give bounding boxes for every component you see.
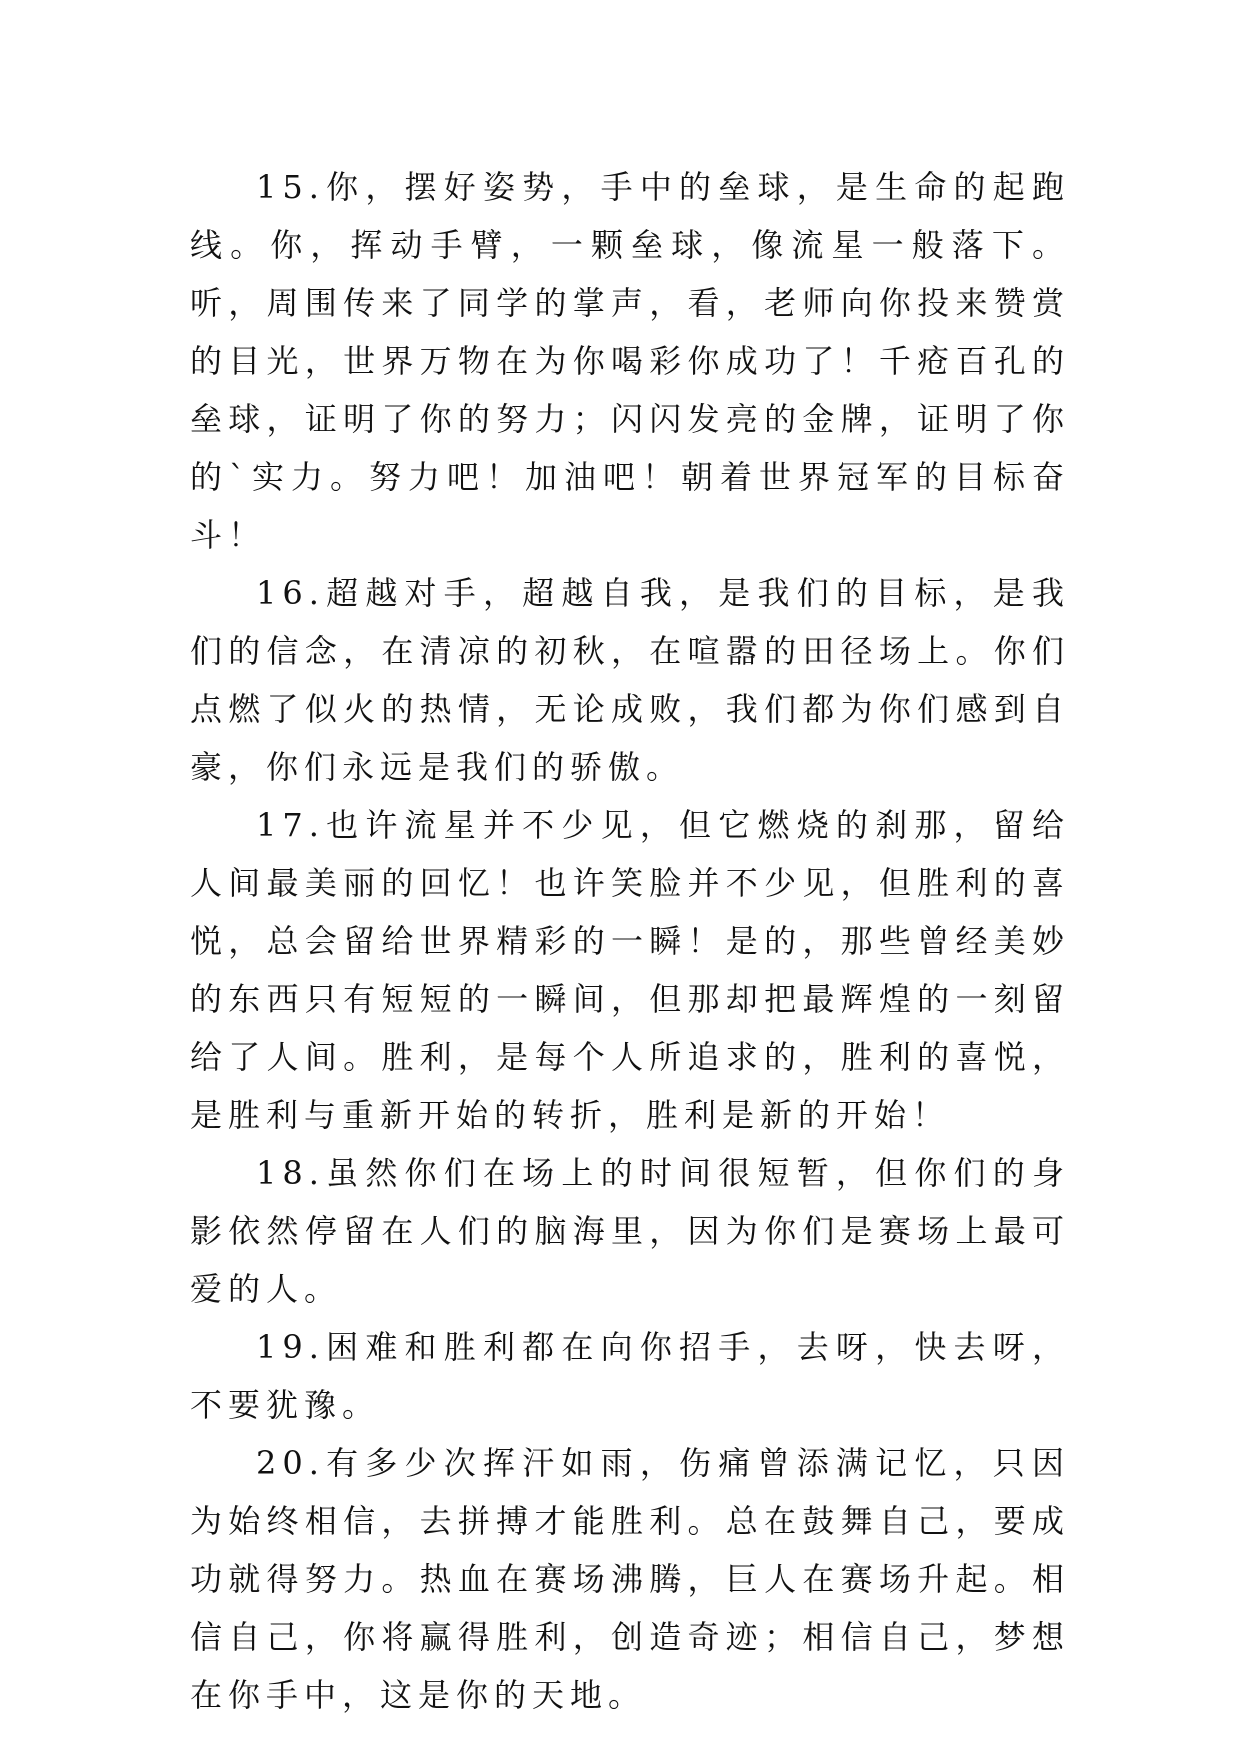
document-body: [190, 158, 1070, 1724]
paragraph-15: 15.你，摆好姿势，手中的垒球，是生命的起跑线。你，挥动手臂，一颗垒球，像流星一般落下。听，周围传来了同学的掌声，看，老师向你投来赞赏的目光，世界万物在为你喝彩你成功了！千疮百孔的垒球，证明了你的努力；闪闪发亮的金牌，证明了你的`实力。努力吧！加油吧！朝着世界冠军的目标奋斗！: [190, 168, 1070, 554]
paragraph-20: 20.有多少次挥汗如雨，伤痛曾添满记忆，只因为始终相信，去拼搏才能胜利。总在鼓舞自己，要成功就得努力。热血在赛场沸腾，巨人在赛场升起。相信自己，你将赢得胜利，创造奇迹；相信自己，梦想在你手中，这是你的天地。: [190, 1444, 1070, 1714]
paragraph-19: 19.困难和胜利都在向你招手，去呀，快去呀，不要犹豫。: [190, 1328, 1070, 1424]
paragraph-17: 17.也许流星并不少见，但它燃烧的刹那，留给人间最美丽的回忆！也许笑脸并不少见，但胜利的喜悦，总会留给世界精彩的一瞬！是的，那些曾经美妙的东西只有短短的一瞬间，但那却把最辉煌的一刻留给了人间。胜利，是每个人所追求的，胜利的喜悦，是胜利与重新开始的转折，胜利是新的开始！: [190, 806, 1070, 1134]
paragraph-18: 18.虽然你们在场上的时间很短暂，但你们的身影依然停留在人们的脑海里，因为你们是赛场上最可爱的人。: [190, 1154, 1070, 1308]
paragraph-16: 16.超越对手，超越自我，是我们的目标，是我们的信念，在清凉的初秋，在喧嚣的田径场上。你们点燃了似火的热情，无论成败，我们都为你们感到自豪，你们永远是我们的骄傲。: [190, 574, 1070, 786]
